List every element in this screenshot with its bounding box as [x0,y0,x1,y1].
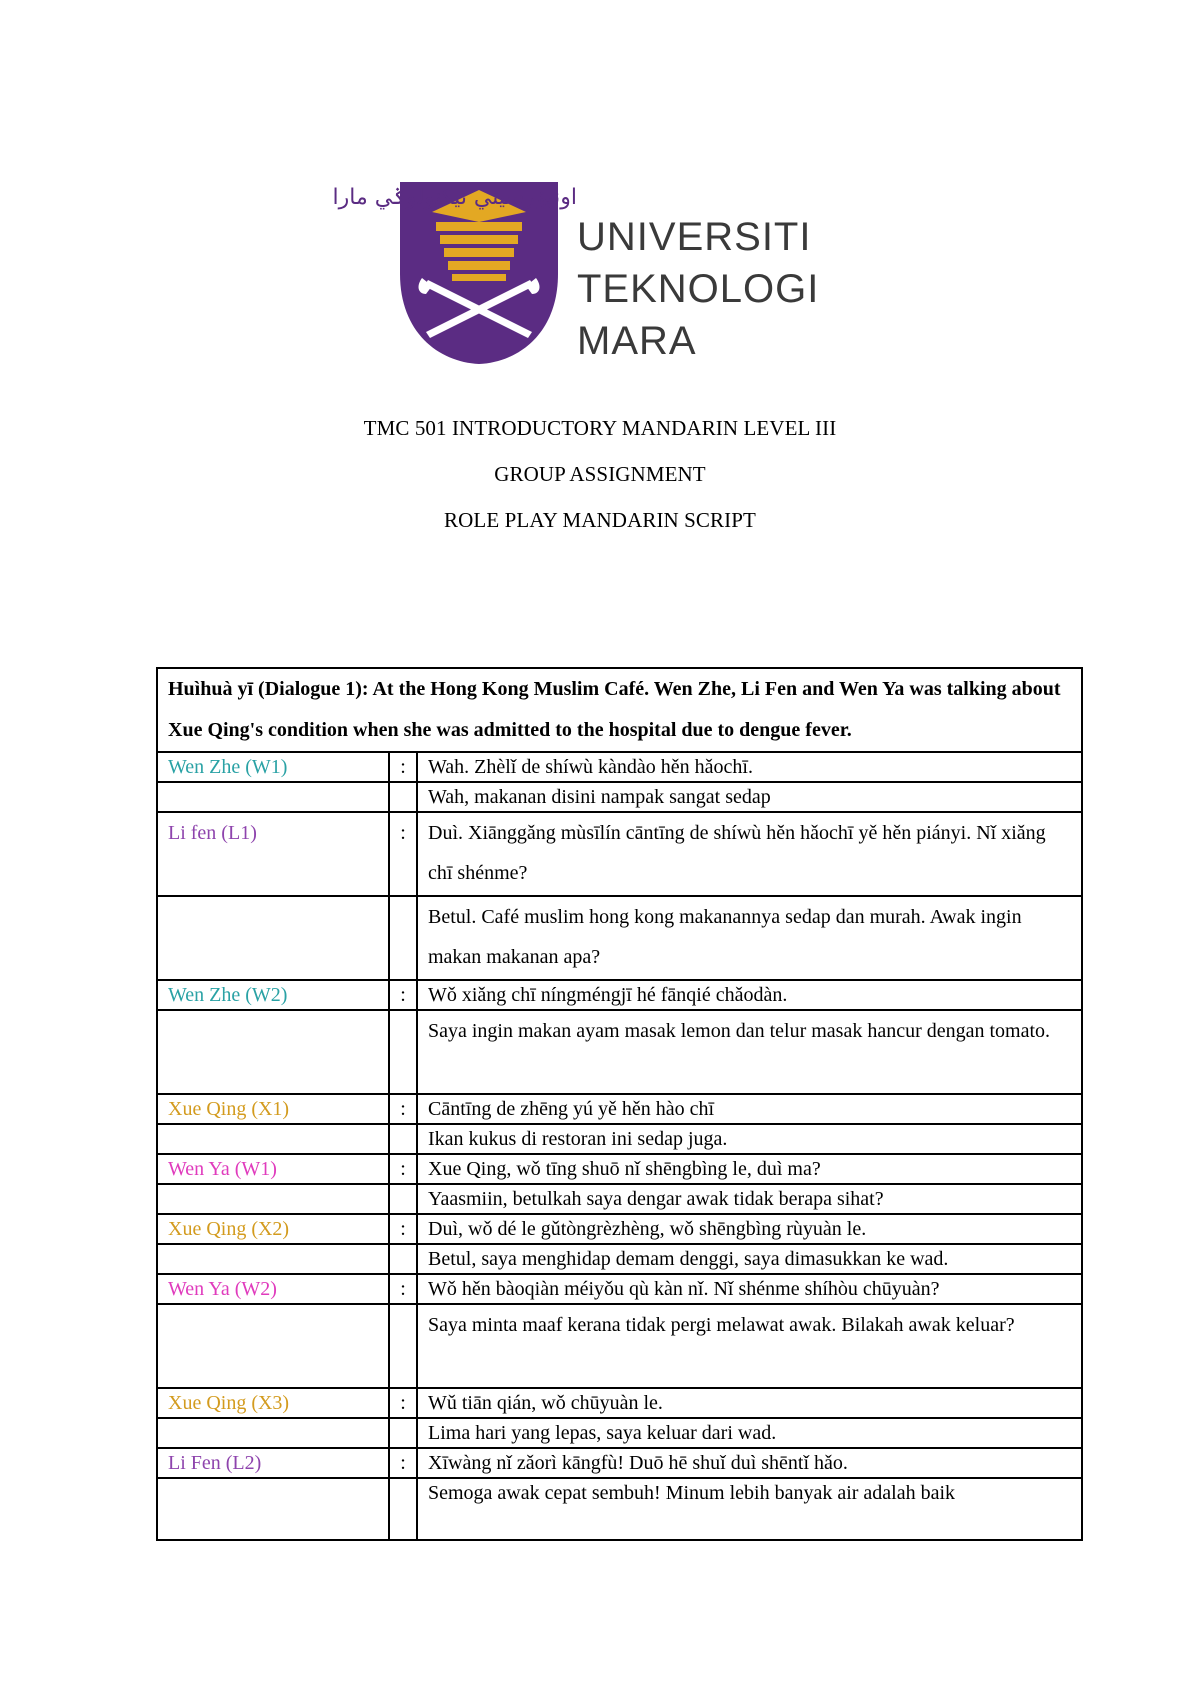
empty-cell [389,1010,417,1094]
speaker-cell: Wen Ya (W2) [157,1274,389,1304]
uitm-logo-graphic [332,182,820,367]
empty-cell [157,1478,389,1540]
table-row [157,1184,1082,1214]
mandarin-line-cell: Wǒ xiǎng chī níngméngjī hé fānqié chǎodàn. [417,980,1082,1010]
table-row [157,1154,1082,1184]
empty-cell [389,1124,417,1154]
speaker-cell: Xue Qing (X2) [157,1214,389,1244]
translation-cell: Yaasmiin, betulkah saya dengar awak tidak berapa sihat? [417,1184,1082,1214]
table-row [157,1448,1082,1478]
empty-cell [157,1304,389,1388]
empty-cell [389,1244,417,1274]
table-row [157,1214,1082,1244]
translation-cell: Ikan kukus di restoran ini sedap juga. [417,1124,1082,1154]
table-row [157,782,1082,812]
mandarin-line-cell: Wǔ tiān qián, wǒ chūyuàn le. [417,1388,1082,1418]
colon-cell: : [389,1154,417,1184]
table-row [157,812,1082,896]
table-row [157,1010,1082,1094]
table-row [157,1304,1082,1388]
empty-cell [389,1478,417,1540]
speaker-cell: Li fen (L1) [157,812,389,896]
translation-cell: Lima hari yang lepas, saya keluar dari wad. [417,1418,1082,1448]
logo-line-universiti: UNIVERSITI [577,215,812,259]
logo-line-mara: MARA [577,319,697,363]
table-row [157,1244,1082,1274]
course-title: TMC 501 INTRODUCTORY MANDARIN LEVEL III [363,416,837,440]
translation-cell: Wah, makanan disini nampak sangat sedap [417,782,1082,812]
speaker-cell: Wen Zhe (W1) [157,752,389,782]
table-row [157,1094,1082,1124]
table-row [157,752,1082,782]
document-titles [0,418,1200,556]
colon-cell: : [389,1388,417,1418]
speaker-cell: Li Fen (L2) [157,1448,389,1478]
translation-cell: Betul. Café muslim hong kong makanannya sedap dan murah. Awak ingin makan makanan apa? [417,896,1082,980]
empty-cell [157,896,389,980]
empty-cell [157,1244,389,1274]
script-title: ROLE PLAY MANDARIN SCRIPT [444,508,756,532]
colon-cell: : [389,812,417,896]
table-row [157,1124,1082,1154]
table-row [157,1418,1082,1448]
empty-cell [389,1304,417,1388]
mandarin-line-cell: Xīwàng nǐ zǎorì kāngfù! Duō hē shuǐ duì shēntǐ hǎo. [417,1448,1082,1478]
logo-arabic-script: اونيۏرسيتي تيكنولوݢي مارا [332,185,577,210]
speaker-cell: Xue Qing (X3) [157,1388,389,1418]
mandarin-line-cell: Wǒ hěn bàoqiàn méiyǒu qù kàn nǐ. Nǐ shénme shíhòu chūyuàn? [417,1274,1082,1304]
uitm-logo [332,182,820,367]
table-row [157,1388,1082,1418]
empty-cell [157,782,389,812]
speaker-cell: Wen Zhe (W2) [157,980,389,1010]
mandarin-line-cell: Xue Qing, wǒ tīng shuō nǐ shēngbìng le, duì ma? [417,1154,1082,1184]
dialogue-table [156,667,1083,1541]
table-row [157,1274,1082,1304]
empty-cell [389,1184,417,1214]
empty-cell [157,1418,389,1448]
mandarin-line-cell: Duì. Xiānggǎng mùsīlín cāntīng de shíwù hěn hǎochī yě hěn piányi. Nǐ xiǎng chī shénme? [417,812,1082,896]
empty-cell [389,1418,417,1448]
empty-cell [157,1124,389,1154]
colon-cell: : [389,1274,417,1304]
table-row [157,896,1082,980]
colon-cell: : [389,1214,417,1244]
table-row [157,980,1082,1010]
empty-cell [157,1010,389,1094]
empty-cell [389,896,417,980]
assignment-title: GROUP ASSIGNMENT [494,462,706,486]
translation-cell: Semoga awak cepat sembuh! Minum lebih banyak air adalah baik [417,1478,1082,1540]
logo-line-teknologi: TEKNOLOGI [577,267,820,311]
colon-cell: : [389,980,417,1010]
translation-cell: Betul, saya menghidap demam denggi, saya dimasukkan ke wad. [417,1244,1082,1274]
translation-cell: Saya minta maaf kerana tidak pergi melawat awak. Bilakah awak keluar? [417,1304,1082,1388]
colon-cell: : [389,1448,417,1478]
speaker-cell: Wen Ya (W1) [157,1154,389,1184]
empty-cell [157,1184,389,1214]
colon-cell: : [389,1094,417,1124]
empty-cell [389,782,417,812]
speaker-cell: Xue Qing (X1) [157,1094,389,1124]
mandarin-line-cell: Duì, wǒ dé le gǔtòngrèzhèng, wǒ shēngbìng rùyuàn le. [417,1214,1082,1244]
table-row [157,1478,1082,1540]
colon-cell: : [389,752,417,782]
dialogue-heading: Huìhuà yī (Dialogue 1): At the Hong Kong Muslim Café. Wen Zhe, Li Fen and Wen Ya was talking about Xue Qing's condition when she was admitted to the hospital due to dengue fever. [157,668,1082,752]
mandarin-line-cell: Cāntīng de zhēng yú yě hěn hào chī [417,1094,1082,1124]
mandarin-line-cell: Wah. Zhèlǐ de shíwù kàndào hěn hǎochī. [417,752,1082,782]
translation-cell: Saya ingin makan ayam masak lemon dan telur masak hancur dengan tomato. [417,1010,1082,1094]
